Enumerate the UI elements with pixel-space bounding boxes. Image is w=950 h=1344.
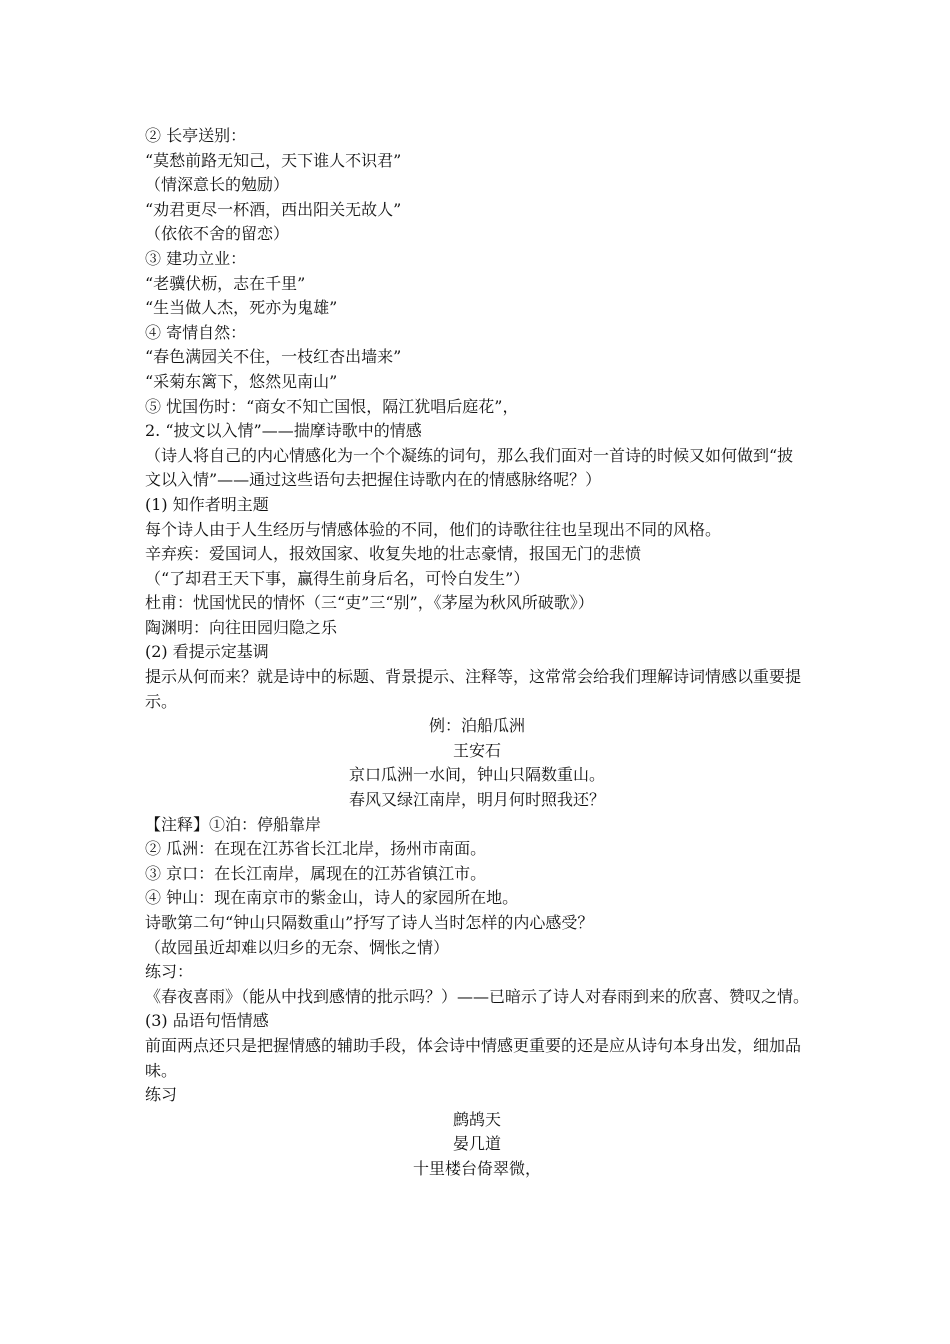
quote-line: “采菊东篱下，悠然见南山” — [145, 371, 338, 391]
subsection-heading-3: (3) 品语句悟情感 — [145, 1011, 269, 1031]
section-title-2: 2. “披文以入情”——揣摩诗歌中的情感 — [145, 421, 422, 441]
paragraph: （诗人将自己的内心情感化为一个个凝练的词句，那么我们面对一首诗的时候又如何做到“披文以入情”——通过这些语句去把握住诗歌内在的情感脉络呢？） — [145, 445, 794, 490]
quote-line: “莫愁前路无知己，天下谁人不识君” — [145, 150, 402, 170]
quote-line: “春色满园关不住，一枝红杏出墙来” — [145, 347, 402, 367]
poem-author: 王安石 — [452, 740, 501, 760]
paragraph: 前面两点还只是把握情感的辅助手段，体会诗中情感更重要的还是应从诗句本身出发，细加品味。 — [145, 1035, 802, 1080]
section-heading-achievement: ③ 建功立业： — [145, 248, 247, 268]
note-line: （依依不舍的留恋） — [145, 224, 290, 244]
annotation-line: ③ 京口：在长江南岸，属现在的江苏省镇江市。 — [145, 863, 487, 883]
annotation-line: 【注释】①泊：停船靠岸 — [145, 814, 322, 834]
poem-title: 例：泊船瓜洲 — [428, 716, 525, 736]
section-heading-patriotism: ⑤ 忧国伤时：“商女不知亡国恨，隔江犹唱后庭花”， — [145, 396, 519, 416]
poem-verse: 春风又绿江南岸，明月何时照我还？ — [348, 790, 605, 810]
note-line: （情深意长的勉励） — [145, 175, 290, 195]
quote-line: “劝君更尽一杯酒，西出阳关无故人” — [145, 199, 402, 219]
quote-line: “老骥伏枥，志在千里” — [145, 273, 306, 293]
subsection-heading-1: (1) 知作者明主题 — [145, 494, 269, 514]
quote-line: （“了却君王天下事，赢得生前身后名，可怜白发生”） — [145, 568, 530, 588]
poet-note-du-fu: 杜甫：忧国忧民的情怀（三“吏”三“别”，《茅屋为秋风所破歌》） — [145, 593, 594, 613]
subsection-heading-2: (2) 看提示定基调 — [145, 642, 269, 662]
answer-line: （故园虽近却难以归乡的无奈、惆怅之情） — [145, 937, 450, 957]
poem-author: 晏几道 — [452, 1134, 501, 1154]
question-line: 诗歌第二句“钟山只隔数重山”抒写了诗人当时怎样的内心感受？ — [145, 913, 594, 932]
paragraph: 提示从何而来？就是诗中的标题、背景提示、注释等，这常常会给我们理解诗词情感以重要提示。 — [145, 667, 802, 711]
paragraph: 每个诗人由于人生经历与情感体验的不同，他们的诗歌往往也呈现出不同的风格。 — [145, 519, 722, 539]
exercise-label: 练习 — [145, 1085, 178, 1105]
paragraph: 《春夜喜雨》（能从中找到感情的批示吗？）——已暗示了诗人对春雨到来的欣喜、赞叹之情。 — [145, 986, 810, 1006]
poem-verse: 十里楼台倚翠微， — [412, 1158, 541, 1178]
poet-note-tao-yuanming: 陶渊明：向往田园归隐之乐 — [145, 617, 338, 637]
annotation-line: ④ 钟山：现在南京市的紫金山，诗人的家园所在地。 — [145, 888, 519, 908]
document-body — [145, 124, 809, 1182]
exercise-label: 练习： — [145, 962, 194, 982]
annotation-line: ② 瓜洲：在现在江苏省长江北岸，扬州市南面。 — [145, 839, 487, 859]
poem-title: 鹧鸪天 — [452, 1109, 501, 1129]
section-heading-nature: ④ 寄情自然： — [145, 322, 247, 342]
poem-verse: 京口瓜洲一水间，钟山只隔数重山。 — [348, 765, 605, 785]
poet-note-xin-qiji: 辛弃疾：爱国词人，报效国家、收复失地的壮志豪情，报国无门的悲愤 — [145, 544, 642, 564]
section-heading-farewell: ② 长亭送别： — [145, 126, 247, 145]
quote-line: “生当做人杰，死亦为鬼雄” — [145, 298, 338, 318]
